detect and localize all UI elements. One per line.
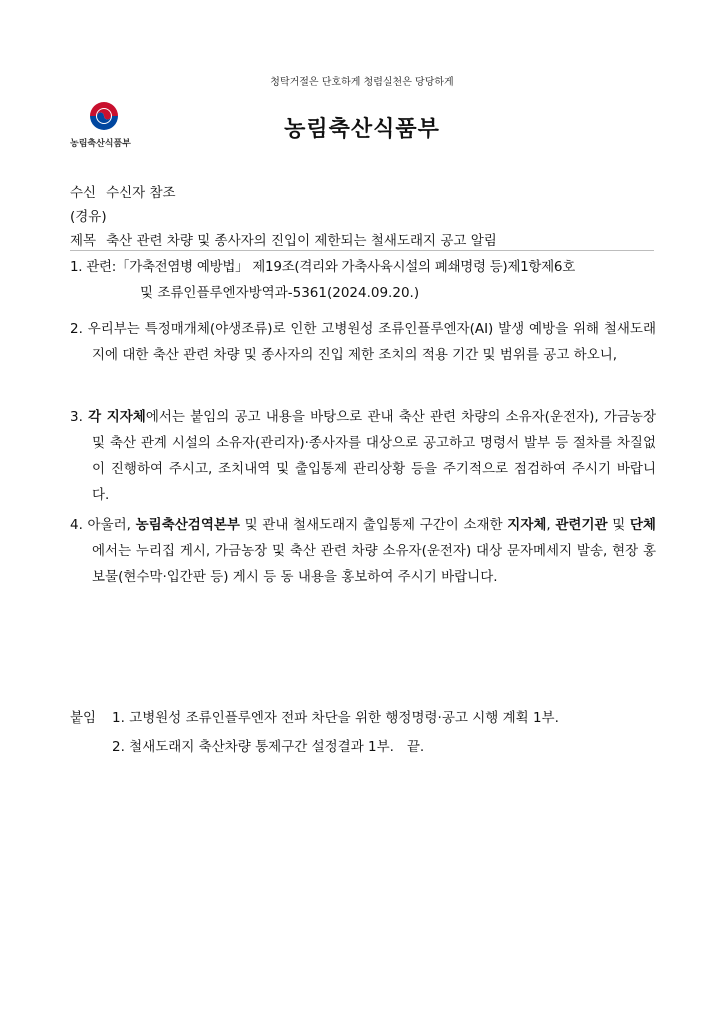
slogan: 청탁거절은 단호하게 청렴실천은 당당하게: [270, 77, 454, 88]
subject-value: 축산 관련 차량 및 종사자의 진입이 제한되는 철새도래지 공고 알림: [106, 233, 497, 249]
item-4-bold-local-gov: 지자체: [507, 517, 547, 533]
subject-line: [70, 229, 497, 249]
attachment-item-1: 1. 고병원성 조류인플루엔자 전파 차단을 위한 행정명령·공고 시행 계획 1부.: [112, 710, 559, 726]
item-1-line-1: 1. 관련:「가축전염병 예방법」 제19조(격리와 가축사육시설의 폐쇄명령 등)제1항제6호: [70, 259, 575, 275]
item-2: [70, 316, 656, 368]
attachment-2: [112, 735, 424, 755]
attachment-label: 붙임: [70, 710, 97, 726]
organization-title: 농림축산식품부: [284, 117, 440, 142]
item-3-prefix: 3.: [70, 409, 89, 425]
item-4-bold-qia: 농림축산검역본부: [135, 517, 240, 533]
item-4-text-3: ,: [546, 517, 556, 533]
via-line: (경유): [70, 209, 107, 225]
item-4-prefix: 4. 아울러,: [70, 517, 136, 533]
recipient-label: 수신: [70, 185, 97, 201]
recipient-value: 수신자 참조: [106, 185, 176, 201]
subject-label: 제목: [70, 233, 97, 249]
logo-text: 농림축산식품부: [70, 139, 131, 149]
item-4-rest: 에서는 누리집 게시, 가금농장 및 축산 관련 차량 소유자(운전자) 대상 문자메세지 발송, 현장 홍보물(현수막·입간판 등) 게시 등 동 내용을 홍보하여 주시기 바랍니다.: [92, 543, 656, 585]
item-4-text-4: 및: [607, 517, 630, 533]
item-4-text-2: 및 관내 철새도래지 출입통제 구간이 소재한: [239, 517, 508, 533]
item-3: [70, 404, 656, 508]
item-3-bold-local-gov: 각 지자체: [88, 409, 146, 425]
item-4-text: [70, 512, 656, 590]
item-4-bold-related-org: 관련기관: [555, 517, 608, 533]
item-3-text: [70, 404, 656, 508]
item-3-rest: 에서는 붙임의 공고 내용을 바탕으로 관내 축산 관련 차량의 소유자(운전자), 가금농장 및 축산 관계 시설의 소유자(관리자)·종사자를 대상으로 공고하고 명령서 발부 등 절차를 차질없이 진행하여 주시고, 조치내역 및 출입통제 관리상황 등을 주기적으로 점검하여 주시기 바랍니다.: [92, 409, 656, 503]
item-1: [70, 254, 656, 306]
item-2-text: 2. 우리부는 특정매개체(야생조류)로 인한 고병원성 조류인플루엔자(AI) 발생 예방을 위해 철새도래지에 대한 축산 관련 차량 및 종사자의 진입 제한 조치의 적용 기간 및 범위를 공고 하오니,: [70, 321, 656, 363]
item-1-line-2: 및 조류인플루엔자방역과-5361(2024.09.20.): [140, 285, 420, 301]
item-4-bold-group: 단체: [629, 517, 656, 533]
recipient-line: [70, 181, 176, 201]
attachment-item-2: 2. 철새도래지 축산차량 통제구간 설정결과 1부. 끝.: [112, 739, 425, 755]
header-divider: [70, 250, 654, 251]
item-4: [70, 512, 656, 590]
attachment-1: [70, 706, 559, 726]
